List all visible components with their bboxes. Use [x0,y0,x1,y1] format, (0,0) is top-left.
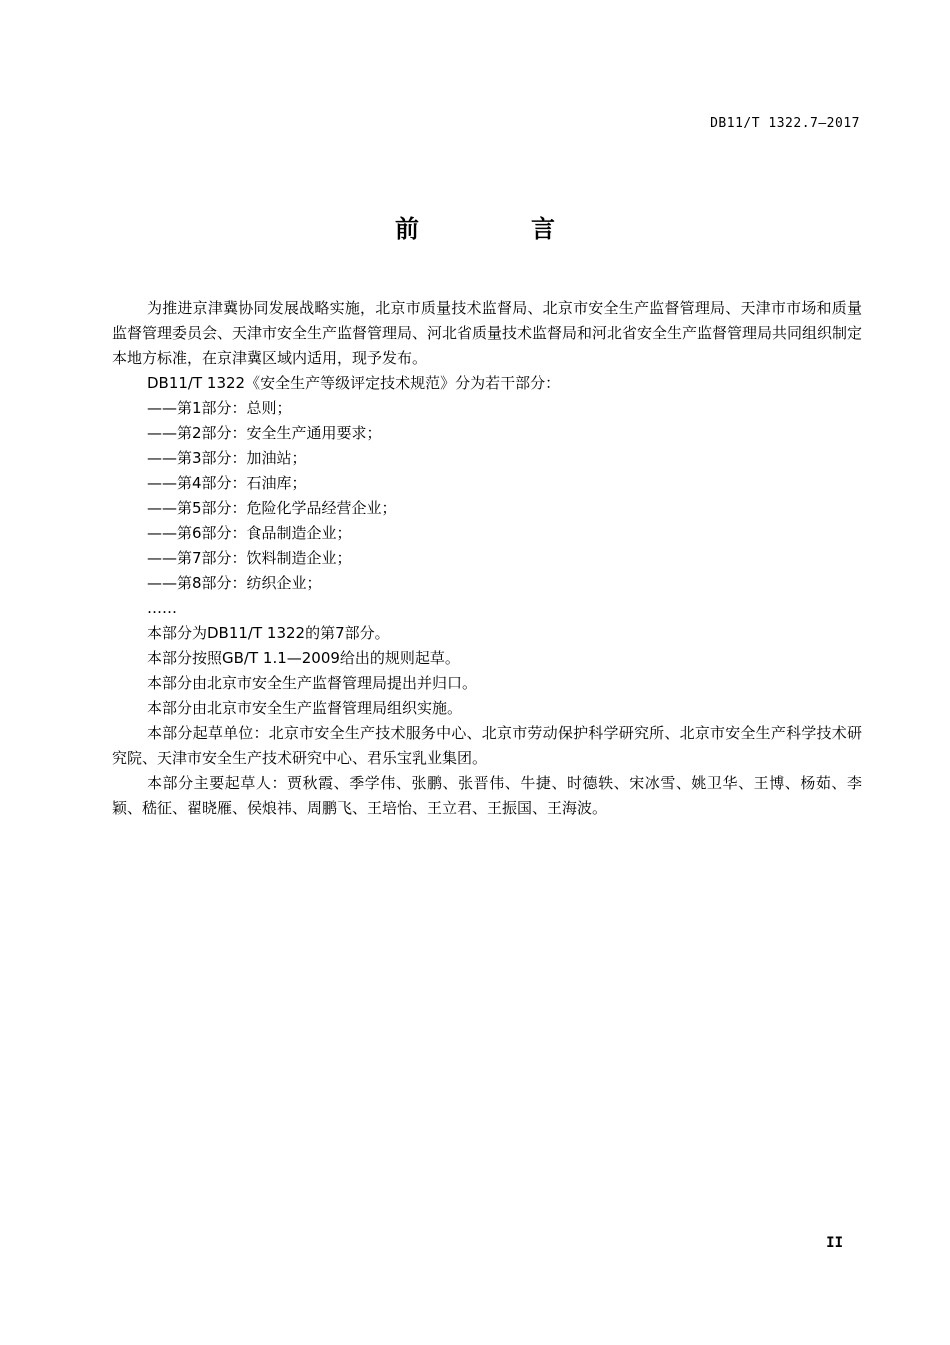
list-item: ——第5部分：危险化学品经营企业； [147,499,397,517]
list-item: ——第2部分：安全生产通用要求； [147,424,382,442]
implementer-statement: 本部分由北京市安全生产监督管理局组织实施。 [147,699,463,717]
list-item: ——第7部分：饮料制造企业； [147,549,352,567]
list-item: ——第4部分：石油库； [147,474,307,492]
list-item: ——第1部分：总则； [147,399,292,417]
parts-list [112,396,862,621]
intro-paragraph: 为推进京津冀协同发展战略实施，北京市质量技术监督局、北京市安全生产监督管理局、天津市市场和质量监督管理委员会、天津市安全生产监督管理局、河北省质量技术监督局和河北省安全生产监督管理局共同组织制定本地方标准，在京津冀区域内适用，现予发布。 [112,299,863,367]
page-title: 前 言 [395,215,599,243]
drafters-paragraph: 本部分主要起草人：贾秋霞、季学伟、张鹏、张晋伟、牛捷、时德轶、宋冰雪、姚卫华、王博、杨茹、李颖、嵇征、翟晓雁、侯烺祎、周鹏飞、王培怡、王立君、王振国、王海波。 [112,774,862,817]
drafting-units-paragraph: 本部分起草单位：北京市安全生产技术服务中心、北京市劳动保护科学研究所、北京市安全生产科学技术研究院、天津市安全生产技术研究中心、君乐宝乳业集团。 [112,724,862,767]
list-ellipsis: …… [147,599,177,617]
drafting-rules-statement: 本部分按照GB/T 1.1—2009给出的规则起草。 [147,649,460,667]
list-item: ——第3部分：加油站； [147,449,307,467]
structure-intro: DB11/T 1322《安全生产等级评定技术规范》分为若干部分： [147,374,561,392]
foreword-body [112,296,862,821]
page-number: II [826,1235,843,1251]
document-code: DB11/T 1322.7—2017 [710,116,860,131]
list-item: ——第8部分：纺织企业； [147,574,322,592]
part-statement: 本部分为DB11/T 1322的第7部分。 [147,624,390,642]
proposer-statement: 本部分由北京市安全生产监督管理局提出并归口。 [147,674,478,692]
list-item: ——第6部分：食品制造企业； [147,524,352,542]
